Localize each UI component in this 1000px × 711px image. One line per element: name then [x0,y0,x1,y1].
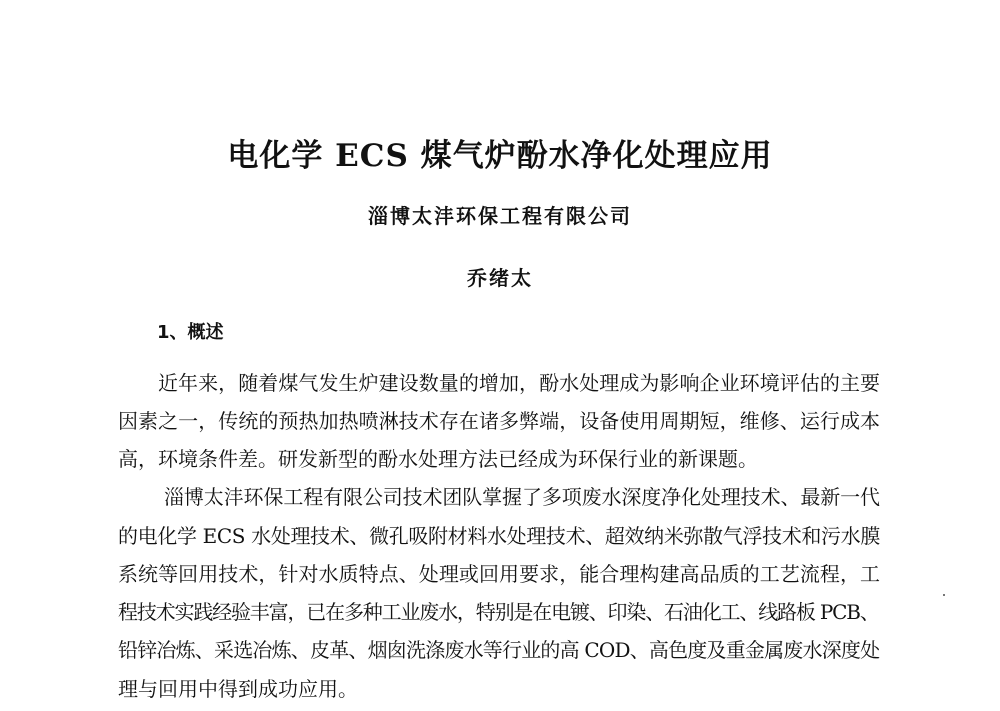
paragraph-2-line-4: 程技术实践经验丰富，已在多种工业废水，特别是在电镀、印染、石油化工、线路板 PCB、 [118,600,879,624]
scan-speck [943,594,945,596]
section-heading: 1、概述 [157,322,224,343]
paragraph-2-line-2: 的电化学 ECS 水处理技术、微孔吸附材料水处理技术、超效纳米弥散气浮技术和污水膜 [118,524,880,548]
paragraph-2-line-1: 淄博太沣环保工程有限公司技术团队掌握了多项废水深度净化处理技术、最新一代 [164,485,880,509]
author-name: 乔绪太 [467,266,533,290]
paragraph-1-line-1: 近年来，随着煤气发生炉建设数量的增加，酚水处理成为影响企业环境评估的主要 [158,371,881,395]
document-title: 电化学 ECS 煤气炉酚水净化处理应用 [227,138,773,174]
paragraph-1-line-3: 高，环境条件差。研发新型的酚水处理方法已经成为环保行业的新课题。 [118,447,758,471]
paragraph-2-line-3: 系统等回用技术，针对水质特点、处理或回用要求，能合理构建高品质的工艺流程，工 [118,562,881,586]
paragraph-2-line-6: 理与回用中得到成功应用。 [118,677,358,701]
paragraph-1-line-2: 因素之一，传统的预热加热喷淋技术存在诸多弊端，设备使用周期短，维修、运行成本 [118,409,881,433]
paragraph-2-line-5: 铅锌冶炼、采选冶炼、皮革、烟囱洗涤废水等行业的高 COD、高色度及重金属废水深度处 [118,638,880,662]
company-name: 淄博太沣环保工程有限公司 [368,204,632,228]
